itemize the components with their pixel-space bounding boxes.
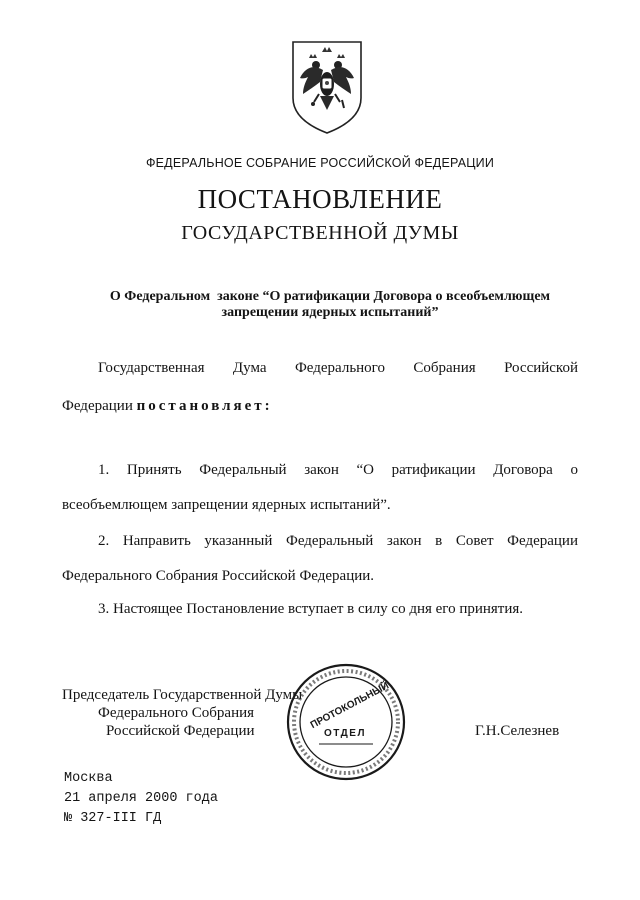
document-title: ПОСТАНОВЛЕНИЕ [197, 184, 443, 214]
coat-of-arms-emblem [289, 38, 365, 136]
stamp-center-top: ПРОТОКОЛЬНЫЙ [308, 680, 391, 732]
item-3-line-1: 3. Настоящее Постановление вступает в силу со дня его принятия. [98, 601, 524, 617]
preamble-line-2 [62, 396, 578, 416]
stamp-center-bottom: ОТДЕЛ [324, 728, 366, 739]
subject-line-2: запрещении ядерных испытаний” [221, 305, 439, 320]
preamble-federation-word: Федерации [62, 398, 133, 414]
resolution-item-3 [62, 599, 578, 619]
preamble [62, 358, 578, 416]
signatory-name: Г.Н.Селезнев [475, 723, 560, 739]
item-2-line-2: Федерального Собрания Российской Федерации. [62, 568, 375, 584]
position-line-3: Российской Федерации [106, 723, 255, 739]
official-stamp [283, 660, 409, 784]
item-1-line-1: 1. Принять Федеральный закон “О ратификации Договора о [98, 462, 578, 478]
footer-city: Москва [64, 771, 113, 786]
resolution-item-1 [62, 460, 578, 515]
preamble-verb: постановляет: [136, 398, 273, 414]
position-line-1: Председатель Государственной Думы [62, 687, 303, 703]
resolution-item-2 [62, 531, 578, 586]
document-subtitle: ГОСУДАРСТВЕННОЙ ДУМЫ [181, 222, 459, 244]
signature-position [62, 686, 302, 740]
round-stamp-icon [283, 660, 409, 784]
position-line-2: Федерального Собрания [98, 705, 255, 721]
footer-number: № 327-III ГД [64, 811, 162, 826]
russian-double-headed-eagle-icon [289, 38, 365, 136]
item-2-line-1: 2. Направить указанный Федеральный закон в Совет Федерации [98, 533, 578, 549]
organization-heading: ФЕДЕРАЛЬНОЕ СОБРАНИЕ РОССИЙСКОЙ ФЕДЕРАЦИИ [145, 156, 495, 170]
footer-date: 21 апреля 2000 года [64, 791, 218, 806]
resolution-subject [60, 289, 600, 321]
item-1-line-2: всеобъемлющем запрещении ядерных испытаний”. [62, 497, 391, 513]
preamble-line-1: Государственная Дума Федерального Собрания Российской [98, 360, 578, 376]
document-footer [64, 769, 218, 829]
subject-line-1: О Федеральном законе “О ратификации Договора о всеобъемлющем [109, 289, 551, 304]
